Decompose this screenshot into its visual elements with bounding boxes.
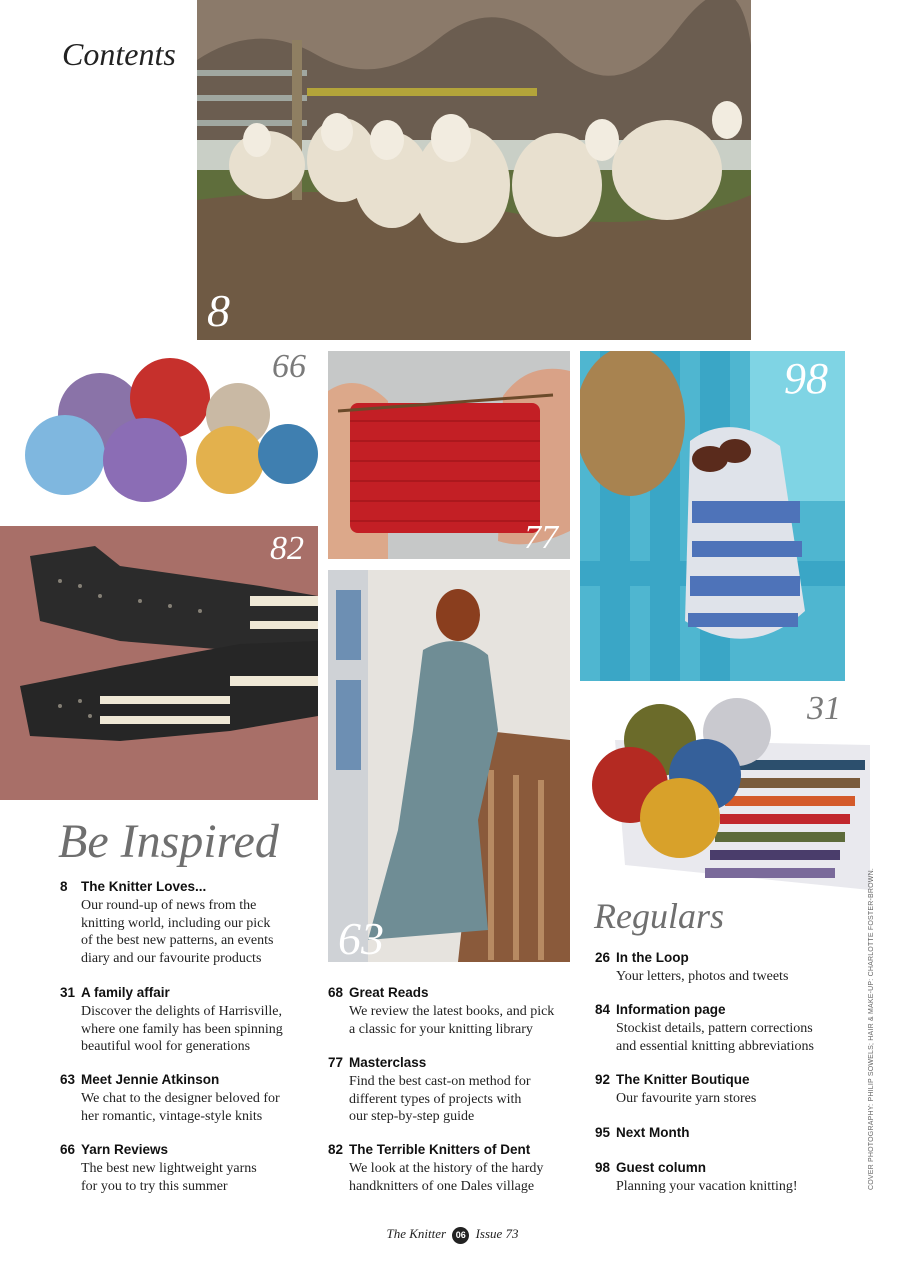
- entry-page-number: 66: [60, 1142, 76, 1157]
- magazine-name: The Knitter: [386, 1226, 447, 1241]
- page-number-8: 8: [207, 285, 230, 336]
- page-number-82: 82: [270, 530, 304, 567]
- long-cardigan-photo: [328, 570, 570, 962]
- entry-title: Yarn Reviews: [81, 1142, 169, 1157]
- entry-page-number: 84: [595, 1002, 611, 1017]
- entry-title: The Terrible Knitters of Dent: [349, 1142, 531, 1157]
- contents-entry[interactable]: [595, 1071, 756, 1108]
- entry-title: Information page: [616, 1002, 726, 1017]
- entry-title: Masterclass: [349, 1055, 427, 1070]
- dent-gloves-photo: [0, 526, 318, 800]
- entry-description-line: different types of projects with: [349, 1091, 522, 1107]
- yarn-swatches-photo: [585, 690, 870, 900]
- entry-description: [616, 1178, 798, 1196]
- entry-description-line: We review the latest books, and pick: [349, 1004, 555, 1019]
- entry-description: [616, 1020, 814, 1055]
- entry-description-line: for you to try this summer: [81, 1178, 228, 1194]
- entry-description-line: her romantic, vintage-style knits: [81, 1108, 263, 1124]
- entry-description: [81, 1090, 280, 1125]
- page-number-98: 98: [784, 354, 828, 403]
- entry-description-line: of the best new patterns, an events: [81, 933, 274, 948]
- contents-entry[interactable]: [60, 1141, 257, 1195]
- entry-description-line: We look at the history of the hardy: [349, 1161, 544, 1176]
- entry-description: [349, 1003, 554, 1038]
- entry-description-line: a classic for your knitting library: [349, 1021, 533, 1037]
- entry-description: [81, 897, 273, 967]
- entry-description-line: our step-by-step guide: [349, 1109, 475, 1124]
- contents-entry[interactable]: [60, 1071, 280, 1125]
- page-number-63: 63: [338, 913, 384, 962]
- red-swatch-photo: [328, 351, 570, 559]
- entry-page-number: 26: [595, 950, 611, 965]
- entry-page-number: 31: [60, 985, 76, 1000]
- entry-description-line: beautiful wool for generations: [81, 1039, 251, 1054]
- entry-description-line: where one family has been spinning: [81, 1021, 283, 1037]
- entry-page-number: 77: [328, 1055, 344, 1070]
- entry-title: Next Month: [616, 1125, 690, 1140]
- page-number-badge: 06: [452, 1227, 469, 1244]
- entry-description-line: Your letters, photos and tweets: [616, 969, 789, 984]
- entry-description-line: and essential knitting abbreviations: [616, 1038, 814, 1054]
- entry-description-line: We chat to the designer beloved for: [81, 1091, 280, 1106]
- page-number-77: 77: [524, 519, 558, 556]
- entry-description-line: Our favourite yarn stores: [616, 1091, 757, 1106]
- entry-description-line: Planning your vacation knitting!: [616, 1179, 798, 1194]
- entry-title: A family affair: [81, 985, 170, 1000]
- regulars-heading: Regulars: [594, 896, 724, 936]
- entry-page-number: 95: [595, 1125, 611, 1140]
- entry-description: [81, 1160, 257, 1195]
- contents-entry[interactable]: [595, 1124, 690, 1142]
- page-footer: [0, 1226, 905, 1244]
- page-number-66: 66: [272, 350, 306, 385]
- seahorse-bag-photo: [580, 351, 845, 681]
- entry-page-number: 63: [60, 1072, 76, 1087]
- entry-description: [349, 1073, 531, 1126]
- entry-page-number: 98: [595, 1160, 611, 1175]
- sheep-photo: [197, 0, 751, 340]
- entry-description-line: diary and our favourite products: [81, 950, 262, 966]
- entry-description-line: Stockist details, pattern corrections: [616, 1021, 813, 1036]
- entry-description-line: Find the best cast-on method for: [349, 1074, 531, 1089]
- entry-description: [616, 1090, 756, 1108]
- entry-page-number: 68: [328, 985, 344, 1000]
- entry-description-line: knitting world, including our pick: [81, 915, 271, 931]
- entry-description: [81, 1003, 283, 1056]
- entry-description: [349, 1160, 543, 1195]
- entry-page-number: 92: [595, 1072, 611, 1087]
- entry-page-number: 8: [60, 879, 68, 894]
- entry-title: Guest column: [616, 1160, 707, 1175]
- entry-description-line: handknitters of one Dales village: [349, 1178, 535, 1194]
- entry-description-line: The best new lightweight yarns: [81, 1161, 257, 1176]
- entry-description-line: Our round-up of news from the: [81, 898, 257, 913]
- yarn-balls-photo: [20, 350, 320, 510]
- contents-entry[interactable]: [328, 1054, 531, 1126]
- contents-entry[interactable]: [595, 949, 788, 986]
- entry-title: The Knitter Loves...: [81, 879, 207, 894]
- contents-entry[interactable]: [60, 878, 273, 967]
- contents-entry[interactable]: [328, 1141, 543, 1195]
- contents-entry[interactable]: [595, 1159, 798, 1196]
- photo-credit: COVER PHOTOGRAPHY: PHILIP SOWELS; HAIR & MAKE-UP: CHARLOTTE FOSTER-BROWN.: [868, 867, 875, 1190]
- contents-entry[interactable]: [595, 1001, 814, 1055]
- entry-page-number: 82: [328, 1142, 344, 1157]
- entry-description: [616, 968, 788, 986]
- be-inspired-heading: Be Inspired: [58, 815, 279, 868]
- page-title: Contents: [62, 36, 176, 72]
- contents-entry[interactable]: [328, 984, 554, 1038]
- contents-entry[interactable]: [60, 984, 283, 1056]
- entry-title: The Knitter Boutique: [616, 1072, 750, 1087]
- entry-title: In the Loop: [616, 950, 689, 965]
- entry-description-line: Discover the delights of Harrisville,: [81, 1004, 283, 1019]
- issue-number: Issue 73: [475, 1226, 519, 1241]
- entry-title: Great Reads: [349, 985, 429, 1000]
- page-number-31: 31: [807, 690, 841, 727]
- entry-title: Meet Jennie Atkinson: [81, 1072, 220, 1087]
